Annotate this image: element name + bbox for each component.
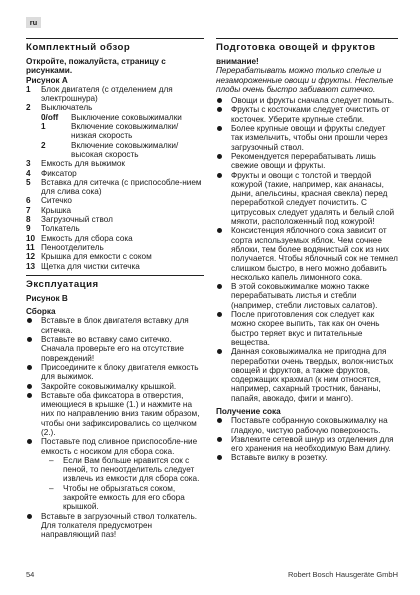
parts-list	[26, 85, 204, 113]
list-item: Овощи и фрукты сначала следует помыть.	[216, 96, 398, 105]
bullet-icon	[216, 96, 231, 105]
company-name: Robert Bosch Hausgeräte GmbH	[287, 570, 398, 579]
list-item: – Чтобы не обрызгаться соком, закройте емкость для его сбора крышкой.	[49, 483, 185, 512]
list-item: Вставьте во вставку само ситечко. Сначала проверьте его на отсутствие повреждений!	[26, 335, 204, 363]
preparation-heading: Подготовка овощей и фруктов	[216, 42, 376, 53]
list-item: 3 Емкость для выжимок	[26, 159, 126, 169]
list-item: В этой соковыжималке можно также перерабатывать листья и стебли (например, стебли листовых салатов).	[216, 282, 398, 310]
list-item: 4 Фиксатор	[26, 168, 77, 178]
bullet-icon	[216, 226, 231, 282]
parts-list-continued	[26, 159, 204, 271]
bullet-icon	[216, 105, 231, 124]
list-item: Данная соковыжималка не пригодна для переработки очень твердых, волок-нистых овощей и фруктов, а также фруктов, содержащих крахмал (к ним относятся, например, сахарный тростник, бананы, папайя, авокадо, фиги и манго).	[216, 347, 398, 403]
figure-a-label: Рисунок A	[26, 75, 68, 85]
preparation-list	[216, 96, 398, 403]
bullet-icon	[216, 435, 231, 454]
juice-heading: Получение сока	[216, 406, 281, 416]
list-item: Фрукты с косточками следует очистить от косточек. Уберите крупные стебли.	[216, 105, 398, 124]
overview-heading: Комплектный обзор	[26, 42, 131, 53]
bullet-icon	[216, 310, 231, 347]
bullet-icon	[216, 282, 231, 310]
bullet-icon	[26, 437, 41, 511]
list-item: Более крупные овощи и фрукты следует так измельчить, чтобы они прошли через загрузочный ствол.	[216, 124, 398, 152]
bullet-icon	[216, 171, 231, 227]
bullet-icon	[216, 416, 231, 435]
operation-heading: Эксплуатация	[26, 278, 99, 290]
page-number: 54	[26, 570, 35, 579]
bullet-icon	[26, 335, 41, 363]
list-item: После приготовления сок следует как можно скорее выпить, так как он очень быстро теряет вкус и питательные вещества.	[216, 310, 398, 347]
list-item: Фрукты и овощи с толстой и твердой кожурой (такие, например, как ананасы, дыни, апельсины, красная свекла) перед переработкой следует почистить. С цитрусовых следует удалять и белый слой мякоти, расположенный под кожурой!	[216, 171, 398, 227]
list-item: 10 Емкость для сбора сока	[26, 233, 133, 243]
switch-state: 1 Включение соковыжималки/ низкая скорость	[41, 122, 179, 141]
bullet-icon	[216, 453, 231, 462]
bullet-icon	[216, 347, 231, 403]
assembly-sub-steps	[41, 456, 204, 512]
unfold-note: Откройте, пожалуйста, страницу с рисунками.	[26, 57, 166, 76]
list-item: Вставьте в загрузочный ствол толкатель. Для толкателя предусмотрен направляющий паз!	[26, 512, 204, 540]
bullet-icon	[26, 512, 41, 540]
switch-state: 2 Включение соковыжималки/ высокая скорость	[41, 140, 179, 159]
list-item: Вставьте в блок двигателя вставку для ситечка.	[26, 316, 204, 335]
list-item: 13 Щетка для чистки ситечка	[26, 261, 140, 271]
list-item: 9 Толкатель	[26, 224, 80, 234]
section-divider	[26, 38, 204, 39]
assembly-steps	[26, 316, 204, 539]
list-item: 5 Вставка для ситечка (с приспособле-нием для слива сока)	[26, 177, 202, 197]
list-item: 11 Пеноотделитель	[26, 242, 104, 252]
switch-states	[26, 113, 204, 159]
list-item: Поставьте собранную соковыжималку на гладкую, чистую рабочую поверхность.	[216, 416, 398, 435]
list-item: 6 Ситечко	[26, 196, 72, 206]
switch-state: 0/off Выключение соковыжималки	[41, 112, 182, 122]
bullet-icon	[26, 316, 41, 335]
juice-steps	[216, 416, 398, 462]
list-item: Вставьте вилку в розетку.	[216, 453, 398, 462]
list-item: Извлеките сетевой шнур из отделения для его хранения на необходимую Вам длину.	[216, 435, 398, 454]
left-column	[26, 38, 204, 540]
language-tab: ru	[26, 17, 41, 28]
bullet-icon	[26, 363, 41, 382]
page-footer	[26, 570, 398, 579]
attention-label: внимание!	[216, 57, 259, 66]
list-item: Вставьте оба фиксатора в отверстия, имеющиеся в крышке (1.) и нажмите на них по направлению вниз таким образом, чтобы они зафиксировались со щелчком (2.).	[26, 391, 204, 437]
list-item: 2 Выключатель	[26, 103, 93, 113]
list-item: Консистенция яблочного сока зависит от сорта используемых яблок. Чем сочнее яблоки, тем более водянистый сок из них получается. Чтобы яблочный сок не темнел слишком быстро, в него можно добавить несколько капель лимонного сока.	[216, 226, 398, 282]
list-item: – Если Вам больше нравится сок с пеной, то пеноотделитель следует извлечь из емкости для сбора сока.	[49, 455, 200, 484]
list-item: 7 Крышка	[26, 205, 72, 215]
figure-b-label: Рисунок B	[26, 293, 68, 303]
list-item: 8 Загрузочный ствол	[26, 215, 113, 225]
list-item: Закройте соковыжималку крышкой.	[26, 382, 204, 391]
list-item: Поставьте под сливное приспособле-ние емкость с носиком для сбора сока. – Если Вам больше нравится сок с пеной, то пеноотделитель следует извлечь из емкости для сбора сока. – Чтобы не обрызгаться соком, закройте емкость для его сбора крышкой.	[26, 437, 204, 511]
list-item: 1 Блок двигателя (с отделением для электрошнура)	[26, 84, 173, 104]
right-column	[216, 38, 398, 463]
bullet-icon	[216, 124, 231, 152]
section-divider	[26, 275, 204, 276]
list-item: Рекомендуется перерабатывать лишь свежие овощи и фрукты.	[216, 152, 398, 171]
bullet-icon	[26, 382, 41, 391]
attention-text: Перерабатывать можно только спелые и незамороженные овощи и фрукты. Неспелые плоды очень быстро забивают ситечко.	[216, 66, 394, 94]
list-item: Присоедините к блоку двигателя емкость для выжимок.	[26, 363, 204, 382]
list-item: 12 Крышка для емкости с соком	[26, 252, 152, 262]
bullet-icon	[216, 152, 231, 171]
bullet-icon	[26, 391, 41, 437]
assembly-heading: Сборка	[26, 307, 56, 317]
section-divider	[216, 38, 398, 39]
